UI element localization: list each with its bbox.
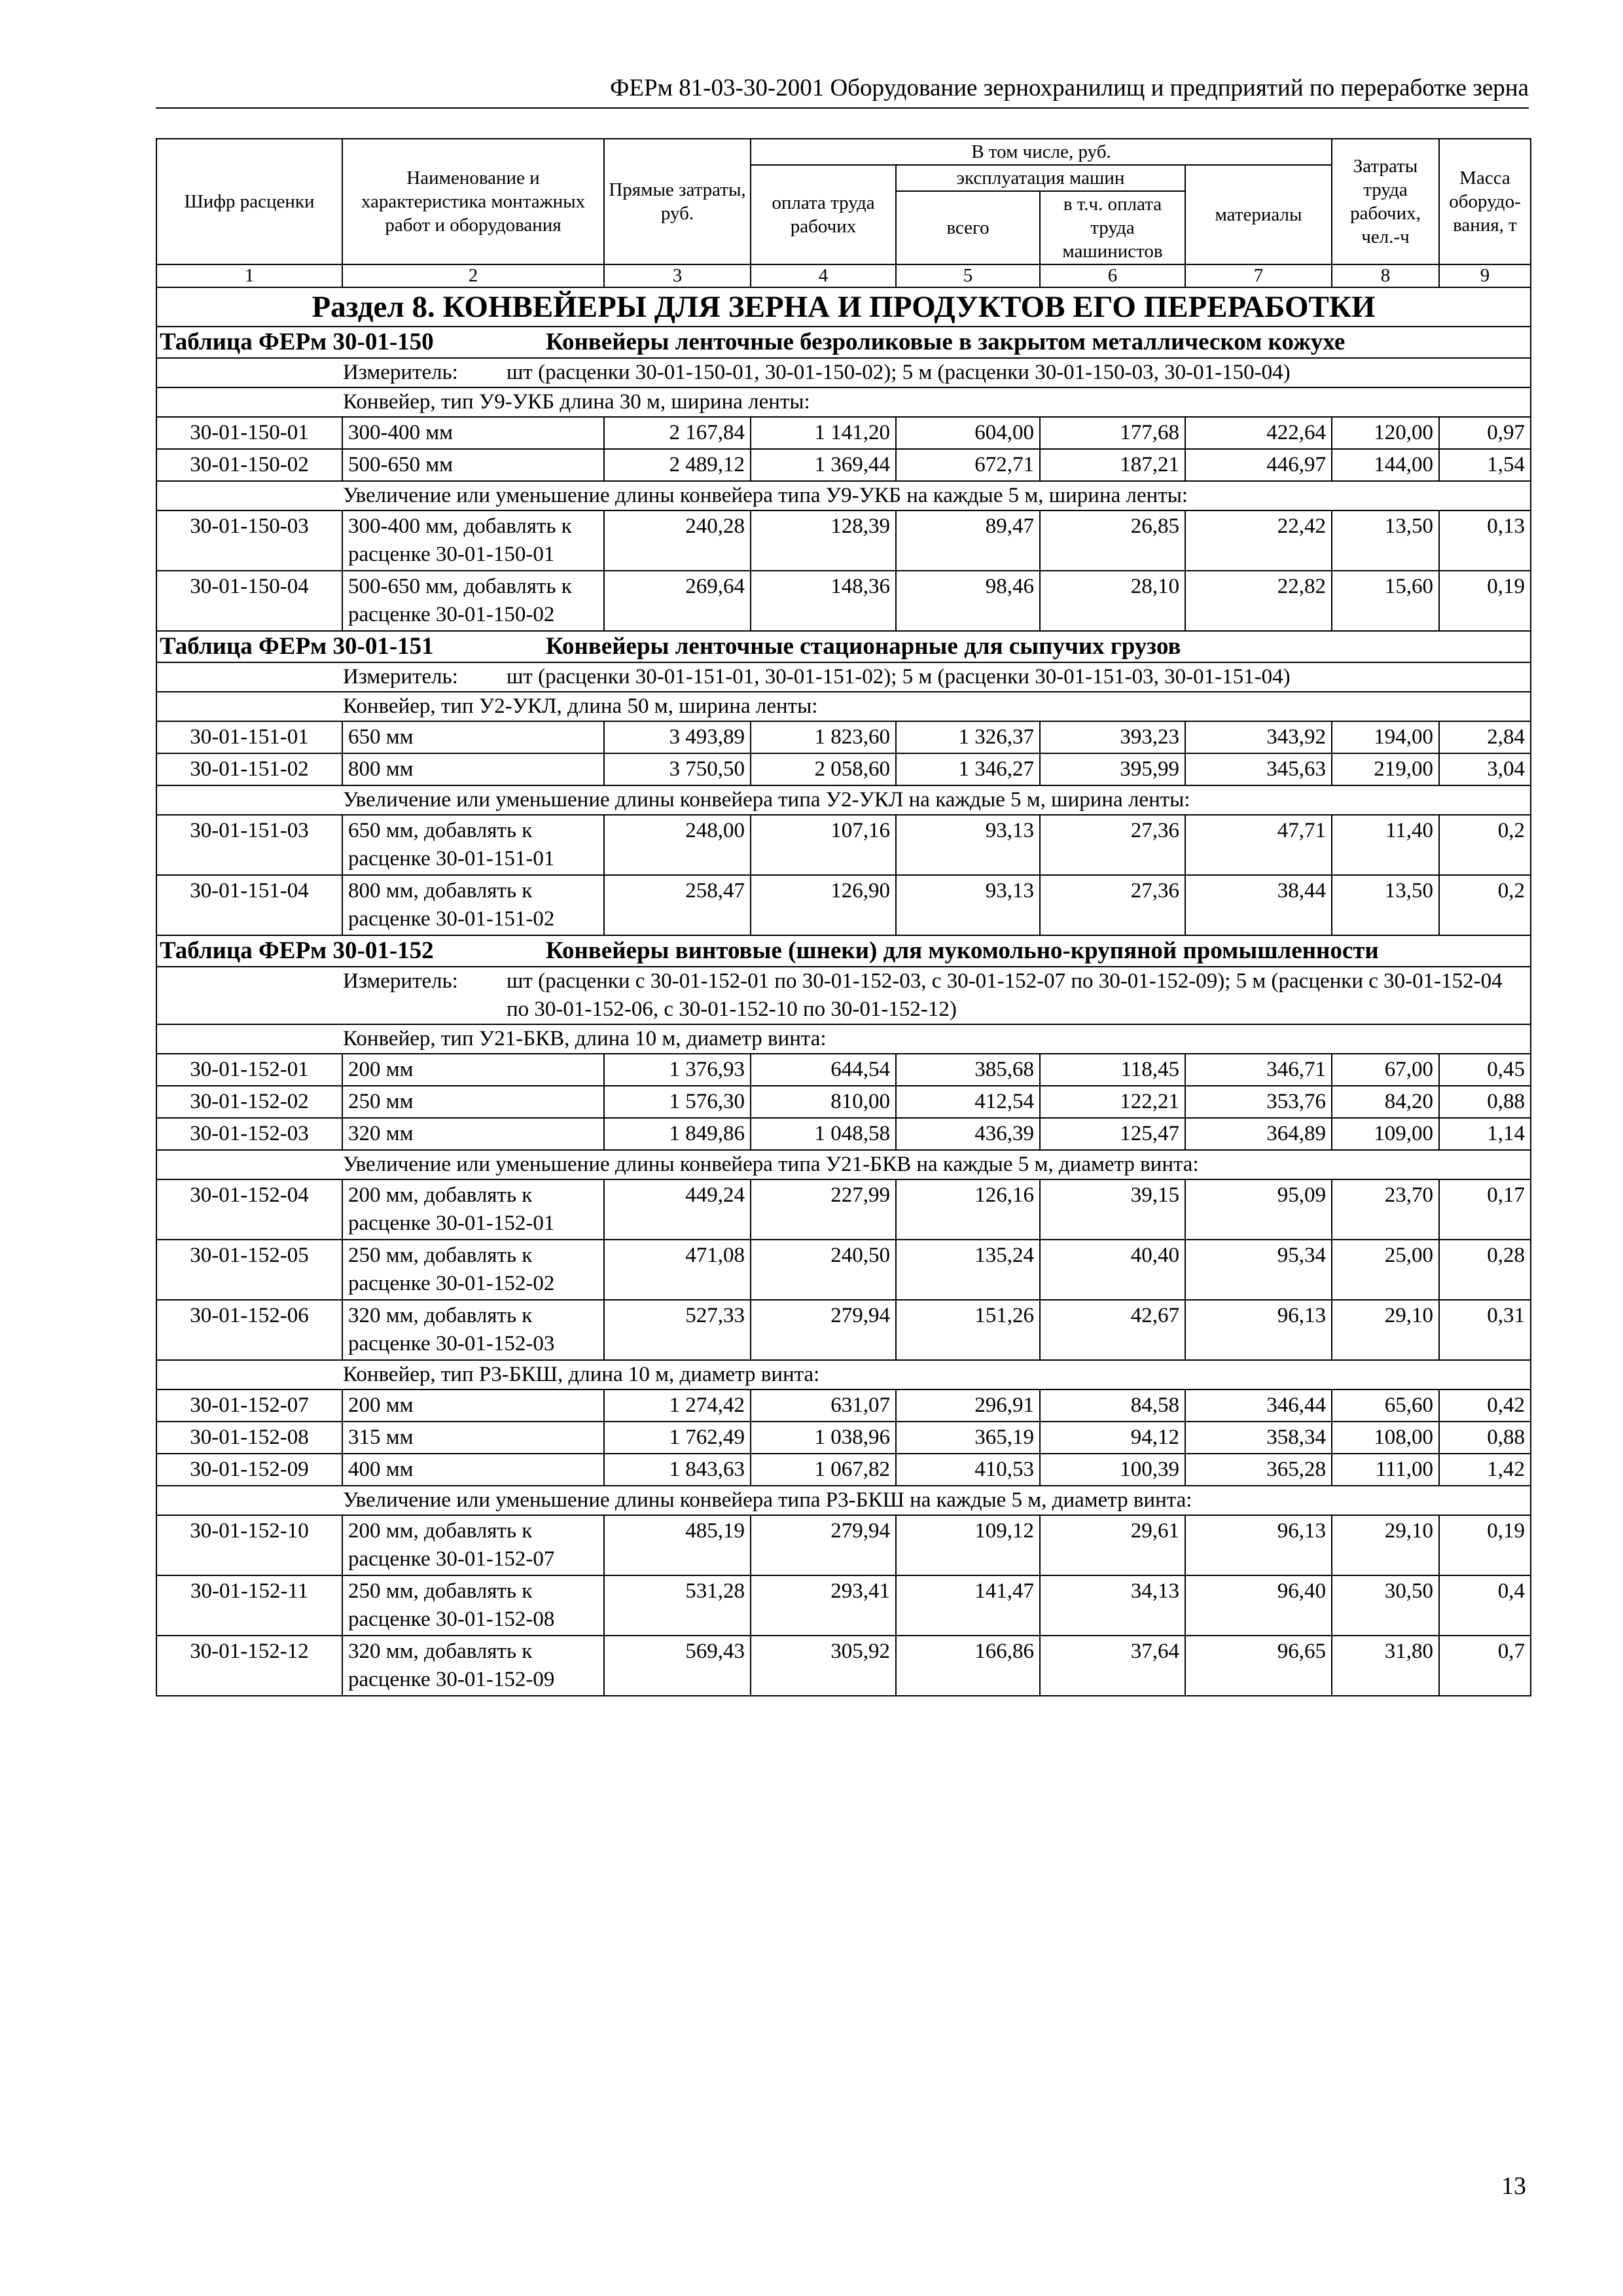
- cell-labor-cost: 11,40: [1332, 815, 1439, 875]
- cell-mass: 0,31: [1439, 1300, 1531, 1360]
- cell-labor-pay: 240,50: [751, 1240, 896, 1300]
- cell-labor-cost: 194,00: [1332, 721, 1439, 753]
- group-row: Увеличение или уменьшение длины конвейера типа У21-БКВ на каждые 5 м, диаметр винта:: [156, 1150, 1531, 1179]
- cell-labor-pay: 1 038,96: [751, 1422, 896, 1454]
- cell-code: 30-01-152-10: [156, 1515, 342, 1575]
- cell-labor-pay: 1 369,44: [751, 449, 896, 481]
- table-row: [156, 1454, 1531, 1486]
- cell-direct: 449,24: [604, 1179, 751, 1240]
- cell-name: 320 мм, добавлять к расценке 30-01-152-03: [342, 1300, 604, 1360]
- group-row: Увеличение или уменьшение длины конвейера типа У2-УКЛ на каждые 5 м, ширина ленты:: [156, 785, 1531, 815]
- cell-direct: 248,00: [604, 815, 751, 875]
- cell-mass: 0,42: [1439, 1390, 1531, 1422]
- cell-labor-cost: 29,10: [1332, 1300, 1439, 1360]
- cell-direct: 2 167,84: [604, 417, 751, 449]
- cell-labor-cost: 109,00: [1332, 1118, 1439, 1150]
- cell-materials: 95,34: [1185, 1240, 1332, 1300]
- group-row: Конвейер, тип У2-УКЛ, длина 50 м, ширина ленты:: [156, 692, 1531, 721]
- cell-direct: 269,64: [604, 571, 751, 631]
- cell-labor-pay: 2 058,60: [751, 753, 896, 785]
- cell-name: 250 мм, добавлять к расценке 30-01-152-08: [342, 1575, 604, 1636]
- cell-direct: 2 489,12: [604, 449, 751, 481]
- cell-machines: 126,16: [896, 1179, 1040, 1240]
- cell-machinists: 34,13: [1040, 1575, 1185, 1636]
- cell-code: 30-01-152-03: [156, 1118, 342, 1150]
- cell-machinists: 187,21: [1040, 449, 1185, 481]
- cell-mass: 3,04: [1439, 753, 1531, 785]
- col-mass-header: Масса оборудо-вания, т: [1439, 139, 1531, 264]
- cell-direct: 1 274,42: [604, 1390, 751, 1422]
- cell-code: 30-01-150-02: [156, 449, 342, 481]
- cell-labor-pay: 128,39: [751, 511, 896, 571]
- cell-mass: 0,88: [1439, 1086, 1531, 1118]
- col-name-header: Наименование и характеристика монтажных работ и оборудования: [342, 139, 604, 264]
- measure-text: шт (расценки 30-01-150-01, 30-01-150-02); 5 м (расценки 30-01-150-03, 30-01-150-04): [507, 361, 1291, 384]
- cell-labor-pay: 1 067,82: [751, 1454, 896, 1486]
- cell-direct: 527,33: [604, 1300, 751, 1360]
- cell-code: 30-01-151-01: [156, 721, 342, 753]
- cell-materials: 96,13: [1185, 1515, 1332, 1575]
- cell-materials: 96,13: [1185, 1300, 1332, 1360]
- measure-text: шт (расценки с 30-01-152-01 по 30-01-152-03, с 30-01-152-07 по 30-01-152-09); 5 м (расценки с 30-01-152-04 по 30-01-152-06, с 30-01-152-10 по 30-01-152-12): [507, 969, 1503, 1021]
- cell-code: 30-01-150-04: [156, 571, 342, 631]
- cell-code: 30-01-152-09: [156, 1454, 342, 1486]
- col-including-header: В том числе, руб.: [751, 139, 1332, 165]
- cell-machinists: 42,67: [1040, 1300, 1185, 1360]
- cell-labor-pay: 1 048,58: [751, 1118, 896, 1150]
- cell-labor-pay: 126,90: [751, 875, 896, 935]
- cell-machines: 365,19: [896, 1422, 1040, 1454]
- measure-row: [156, 967, 1531, 1024]
- cell-name: 200 мм, добавлять к расценке 30-01-152-01: [342, 1179, 604, 1240]
- cell-labor-cost: 29,10: [1332, 1515, 1439, 1575]
- measure-label: Измеритель:: [343, 361, 458, 384]
- table-row: [156, 753, 1531, 785]
- col-code-header: Шифр расценки: [156, 139, 342, 264]
- cell-labor-cost: 120,00: [1332, 417, 1439, 449]
- cell-labor-cost: 84,20: [1332, 1086, 1439, 1118]
- cell-mass: 0,19: [1439, 1515, 1531, 1575]
- cell-machines: 89,47: [896, 511, 1040, 571]
- cell-materials: 446,97: [1185, 449, 1332, 481]
- cell-mass: 0,88: [1439, 1422, 1531, 1454]
- cell-direct: 1 849,86: [604, 1118, 751, 1150]
- cell-direct: 1 843,63: [604, 1454, 751, 1486]
- group-row: Конвейер, тип У9-УКБ длина 30 м, ширина ленты:: [156, 387, 1531, 417]
- cell-name: 800 мм, добавлять к расценке 30-01-151-02: [342, 875, 604, 935]
- cell-machines: 385,68: [896, 1054, 1040, 1086]
- cell-code: 30-01-152-04: [156, 1179, 342, 1240]
- table-row: [156, 449, 1531, 481]
- cell-materials: 343,92: [1185, 721, 1332, 753]
- cell-labor-pay: 227,99: [751, 1179, 896, 1240]
- cell-code: 30-01-151-02: [156, 753, 342, 785]
- table-title-151: [156, 631, 1531, 662]
- cell-mass: 0,2: [1439, 875, 1531, 935]
- table-row: [156, 571, 1531, 631]
- cell-name: 320 мм, добавлять к расценке 30-01-152-09: [342, 1636, 604, 1696]
- cell-machinists: 26,85: [1040, 511, 1185, 571]
- table-row: [156, 875, 1531, 935]
- col-number: 7: [1185, 264, 1332, 287]
- col-number: 5: [896, 264, 1040, 287]
- cell-machines: 93,13: [896, 875, 1040, 935]
- cell-labor-cost: 13,50: [1332, 511, 1439, 571]
- col-materials-header: материалы: [1185, 165, 1332, 264]
- cell-machines: 135,24: [896, 1240, 1040, 1300]
- cell-labor-cost: 111,00: [1332, 1454, 1439, 1486]
- cell-labor-pay: 1 141,20: [751, 417, 896, 449]
- cell-mass: 0,17: [1439, 1179, 1531, 1240]
- cell-name: 500-650 мм: [342, 449, 604, 481]
- cell-mass: 2,84: [1439, 721, 1531, 753]
- table-row: [156, 1118, 1531, 1150]
- cell-machinists: 122,21: [1040, 1086, 1185, 1118]
- cell-name: 650 мм, добавлять к расценке 30-01-151-01: [342, 815, 604, 875]
- cell-materials: 422,64: [1185, 417, 1332, 449]
- page-number: 13: [1501, 2172, 1526, 2200]
- cell-labor-cost: 31,80: [1332, 1636, 1439, 1696]
- cell-code: 30-01-152-11: [156, 1575, 342, 1636]
- cell-mass: 0,28: [1439, 1240, 1531, 1300]
- cell-mass: 0,2: [1439, 815, 1531, 875]
- cell-name: 300-400 мм, добавлять к расценке 30-01-150-01: [342, 511, 604, 571]
- cell-code: 30-01-152-12: [156, 1636, 342, 1696]
- cell-direct: 1 576,30: [604, 1086, 751, 1118]
- cell-name: 650 мм: [342, 721, 604, 753]
- table-row: [156, 1390, 1531, 1422]
- price-table: [156, 138, 1531, 1696]
- cell-code: 30-01-152-07: [156, 1390, 342, 1422]
- table-row: [156, 1575, 1531, 1636]
- cell-machines: 151,26: [896, 1300, 1040, 1360]
- cell-machinists: 125,47: [1040, 1118, 1185, 1150]
- cell-code: 30-01-150-03: [156, 511, 342, 571]
- cell-name: 800 мм: [342, 753, 604, 785]
- table-row: [156, 1240, 1531, 1300]
- cell-machines: 436,39: [896, 1118, 1040, 1150]
- cell-labor-cost: 23,70: [1332, 1179, 1439, 1240]
- cell-name: 500-650 мм, добавлять к расценке 30-01-150-02: [342, 571, 604, 631]
- cell-direct: 531,28: [604, 1575, 751, 1636]
- table-row: [156, 417, 1531, 449]
- cell-machinists: 40,40: [1040, 1240, 1185, 1300]
- cell-labor-cost: 13,50: [1332, 875, 1439, 935]
- cell-machines: 109,12: [896, 1515, 1040, 1575]
- cell-name: 320 мм: [342, 1118, 604, 1150]
- measure-row: [156, 358, 1531, 387]
- running-header: ФЕРм 81-03-30-2001 Оборудование зернохранилищ и предприятий по переработке зерна: [156, 71, 1529, 109]
- table-caption: Конвейеры ленточные стационарные для сыпучих грузов: [546, 633, 1181, 660]
- cell-code: 30-01-152-08: [156, 1422, 342, 1454]
- cell-machines: 166,86: [896, 1636, 1040, 1696]
- cell-direct: 258,47: [604, 875, 751, 935]
- cell-direct: 1 762,49: [604, 1422, 751, 1454]
- cell-code: 30-01-152-01: [156, 1054, 342, 1086]
- cell-code: 30-01-152-02: [156, 1086, 342, 1118]
- cell-code: 30-01-152-05: [156, 1240, 342, 1300]
- cell-name: 400 мм: [342, 1454, 604, 1486]
- cell-labor-pay: 107,16: [751, 815, 896, 875]
- group-row: Конвейер, тип Р3-БКШ, длина 10 м, диаметр винта:: [156, 1360, 1531, 1390]
- cell-materials: 364,89: [1185, 1118, 1332, 1150]
- table-number: Таблица ФЕРм 30-01-150: [160, 329, 434, 355]
- cell-code: 30-01-151-04: [156, 875, 342, 935]
- cell-materials: 345,63: [1185, 753, 1332, 785]
- cell-machinists: 395,99: [1040, 753, 1185, 785]
- cell-labor-cost: 219,00: [1332, 753, 1439, 785]
- cell-materials: 38,44: [1185, 875, 1332, 935]
- col-machines-header: эксплуатация машин: [896, 165, 1185, 191]
- cell-labor-pay: 1 823,60: [751, 721, 896, 753]
- cell-mass: 0,4: [1439, 1575, 1531, 1636]
- table-row: [156, 1515, 1531, 1575]
- cell-materials: 358,34: [1185, 1422, 1332, 1454]
- cell-direct: 3 493,89: [604, 721, 751, 753]
- cell-machinists: 100,39: [1040, 1454, 1185, 1486]
- cell-labor-cost: 67,00: [1332, 1054, 1439, 1086]
- cell-materials: 346,44: [1185, 1390, 1332, 1422]
- cell-machinists: 94,12: [1040, 1422, 1185, 1454]
- cell-direct: 569,43: [604, 1636, 751, 1696]
- cell-machinists: 27,36: [1040, 875, 1185, 935]
- cell-labor-pay: 148,36: [751, 571, 896, 631]
- col-labor-cost-header: Затраты труда рабочих, чел.-ч: [1332, 139, 1439, 264]
- measure-row: [156, 662, 1531, 692]
- table-row: [156, 1422, 1531, 1454]
- col-number: 1: [156, 264, 342, 287]
- cell-machines: 296,91: [896, 1390, 1040, 1422]
- table-caption: Конвейеры винтовые (шнеки) для мукомольно-крупяной промышленности: [546, 937, 1379, 964]
- cell-labor-pay: 279,94: [751, 1515, 896, 1575]
- table-row: [156, 1054, 1531, 1086]
- cell-direct: 485,19: [604, 1515, 751, 1575]
- cell-labor-cost: 65,60: [1332, 1390, 1439, 1422]
- cell-machinists: 37,64: [1040, 1636, 1185, 1696]
- table-number: Таблица ФЕРм 30-01-152: [160, 937, 434, 964]
- table-row: [156, 511, 1531, 571]
- measure-text: шт (расценки 30-01-151-01, 30-01-151-02); 5 м (расценки 30-01-151-03, 30-01-151-04): [507, 665, 1291, 689]
- cell-materials: 22,82: [1185, 571, 1332, 631]
- table-row: [156, 1300, 1531, 1360]
- cell-materials: 22,42: [1185, 511, 1332, 571]
- cell-machines: 141,47: [896, 1575, 1040, 1636]
- cell-machinists: 177,68: [1040, 417, 1185, 449]
- cell-name: 300-400 мм: [342, 417, 604, 449]
- group-row: Конвейер, тип У21-БКВ, длина 10 м, диаметр винта:: [156, 1024, 1531, 1054]
- cell-mass: 0,45: [1439, 1054, 1531, 1086]
- cell-labor-pay: 293,41: [751, 1575, 896, 1636]
- cell-materials: 95,09: [1185, 1179, 1332, 1240]
- cell-machinists: 118,45: [1040, 1054, 1185, 1086]
- cell-machinists: 84,58: [1040, 1390, 1185, 1422]
- cell-machinists: 393,23: [1040, 721, 1185, 753]
- cell-machines: 672,71: [896, 449, 1040, 481]
- cell-machines: 93,13: [896, 815, 1040, 875]
- cell-materials: 47,71: [1185, 815, 1332, 875]
- col-number: 6: [1040, 264, 1185, 287]
- col-number: 9: [1439, 264, 1531, 287]
- cell-labor-cost: 30,50: [1332, 1575, 1439, 1636]
- table-title-152: [156, 935, 1531, 967]
- table-row: [156, 1636, 1531, 1696]
- cell-code: 30-01-152-06: [156, 1300, 342, 1360]
- cell-machines: 410,53: [896, 1454, 1040, 1486]
- col-machines-total-header: всего: [896, 191, 1040, 264]
- cell-name: 250 мм, добавлять к расценке 30-01-152-02: [342, 1240, 604, 1300]
- cell-direct: 471,08: [604, 1240, 751, 1300]
- cell-labor-pay: 631,07: [751, 1390, 896, 1422]
- cell-mass: 0,13: [1439, 511, 1531, 571]
- col-labor-pay-header: оплата труда рабочих: [751, 165, 896, 264]
- cell-direct: 3 750,50: [604, 753, 751, 785]
- cell-name: 200 мм: [342, 1054, 604, 1086]
- table-caption: Конвейеры ленточные безроликовые в закрытом металлическом кожухе: [546, 329, 1346, 355]
- measure-label: Измеритель:: [343, 665, 458, 689]
- cell-labor-pay: 810,00: [751, 1086, 896, 1118]
- table-row: [156, 815, 1531, 875]
- cell-mass: 0,7: [1439, 1636, 1531, 1696]
- cell-machinists: 28,10: [1040, 571, 1185, 631]
- cell-materials: 96,40: [1185, 1575, 1332, 1636]
- table-row: [156, 721, 1531, 753]
- col-number: 2: [342, 264, 604, 287]
- cell-code: 30-01-150-01: [156, 417, 342, 449]
- cell-machines: 412,54: [896, 1086, 1040, 1118]
- table-title-150: [156, 327, 1531, 358]
- cell-machinists: 39,15: [1040, 1179, 1185, 1240]
- cell-machinists: 27,36: [1040, 815, 1185, 875]
- cell-name: 200 мм, добавлять к расценке 30-01-152-07: [342, 1515, 604, 1575]
- cell-labor-cost: 108,00: [1332, 1422, 1439, 1454]
- col-direct-header: Прямые затраты, руб.: [604, 139, 751, 264]
- cell-direct: 1 376,93: [604, 1054, 751, 1086]
- cell-machines: 604,00: [896, 417, 1040, 449]
- cell-materials: 365,28: [1185, 1454, 1332, 1486]
- cell-machines: 1 326,37: [896, 721, 1040, 753]
- cell-mass: 0,19: [1439, 571, 1531, 631]
- col-number: 3: [604, 264, 751, 287]
- cell-name: 315 мм: [342, 1422, 604, 1454]
- measure-label: Измеритель:: [343, 969, 458, 993]
- cell-machines: 98,46: [896, 571, 1040, 631]
- cell-machines: 1 346,27: [896, 753, 1040, 785]
- cell-machinists: 29,61: [1040, 1515, 1185, 1575]
- cell-mass: 1,42: [1439, 1454, 1531, 1486]
- cell-labor-cost: 144,00: [1332, 449, 1439, 481]
- table-row: [156, 1086, 1531, 1118]
- col-machinists-pay-header: в т.ч. оплата труда машинистов: [1040, 191, 1185, 264]
- cell-code: 30-01-151-03: [156, 815, 342, 875]
- group-row: Увеличение или уменьшение длины конвейера типа У9-УКБ на каждые 5 м, ширина ленты:: [156, 481, 1531, 511]
- cell-mass: 1,14: [1439, 1118, 1531, 1150]
- cell-labor-cost: 15,60: [1332, 571, 1439, 631]
- cell-labor-pay: 305,92: [751, 1636, 896, 1696]
- cell-name: 200 мм: [342, 1390, 604, 1422]
- cell-mass: 1,54: [1439, 449, 1531, 481]
- table-row: [156, 1179, 1531, 1240]
- cell-materials: 96,65: [1185, 1636, 1332, 1696]
- table-number: Таблица ФЕРм 30-01-151: [160, 633, 434, 660]
- cell-labor-pay: 644,54: [751, 1054, 896, 1086]
- cell-mass: 0,97: [1439, 417, 1531, 449]
- col-number: 8: [1332, 264, 1439, 287]
- col-number: 4: [751, 264, 896, 287]
- cell-name: 250 мм: [342, 1086, 604, 1118]
- cell-materials: 346,71: [1185, 1054, 1332, 1086]
- section-title: Раздел 8. КОНВЕЙЕРЫ ДЛЯ ЗЕРНА И ПРОДУКТОВ ЕГО ПЕРЕРАБОТКИ: [156, 287, 1531, 327]
- cell-direct: 240,28: [604, 511, 751, 571]
- cell-materials: 353,76: [1185, 1086, 1332, 1118]
- cell-labor-pay: 279,94: [751, 1300, 896, 1360]
- group-row: Увеличение или уменьшение длины конвейера типа Р3-БКШ на каждые 5 м, диаметр винта:: [156, 1486, 1531, 1515]
- cell-labor-cost: 25,00: [1332, 1240, 1439, 1300]
